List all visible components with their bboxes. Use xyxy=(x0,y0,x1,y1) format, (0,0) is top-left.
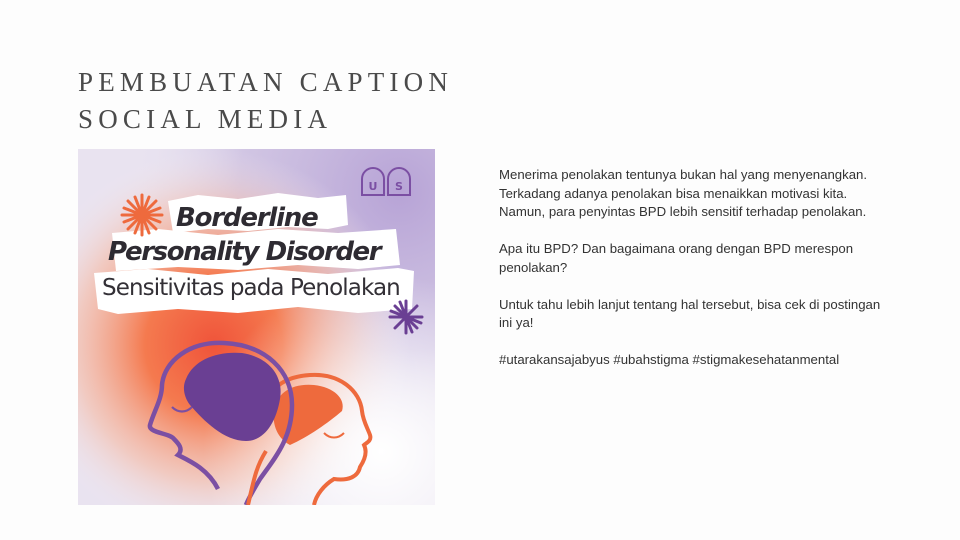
post-heading-line-2: Personality Disorder xyxy=(108,237,381,267)
orange-starburst-icon xyxy=(122,195,162,235)
post-heading-line-1: Borderline xyxy=(176,203,318,233)
logo-letter: U xyxy=(368,180,378,193)
slide-title-line-1: PEMBUATAN CAPTION xyxy=(78,67,454,97)
slide-title xyxy=(78,64,453,138)
caption-paragraph-1: Menerima penolakan tentunya bukan hal yang menyenangkan. Terkadang adanya penolakan bisa menaikkan motivasi kita. Namun, para penyintas BPD lebih sensitif terhadap penolakan. xyxy=(499,167,868,219)
purple-starburst-icon xyxy=(390,301,422,333)
caption-text xyxy=(499,166,894,370)
slide-title-line-2: SOCIAL MEDIA xyxy=(78,104,333,134)
caption-hashtags: #utarakansajabyus #ubahstigma #stigmakesehatanmental xyxy=(499,352,840,367)
caption-paragraph-2: Apa itu BPD? Dan bagaimana orang dengan BPD merespon penolakan? xyxy=(499,241,854,275)
social-media-post-image xyxy=(78,149,435,505)
logo-letter: S xyxy=(395,180,403,193)
caption-paragraph-3: Untuk tahu lebih lanjut tentang hal tersebut, bisa cek di postingan ini ya! xyxy=(499,296,881,330)
post-subheading: Sensitivitas pada Penolakan xyxy=(102,275,400,301)
